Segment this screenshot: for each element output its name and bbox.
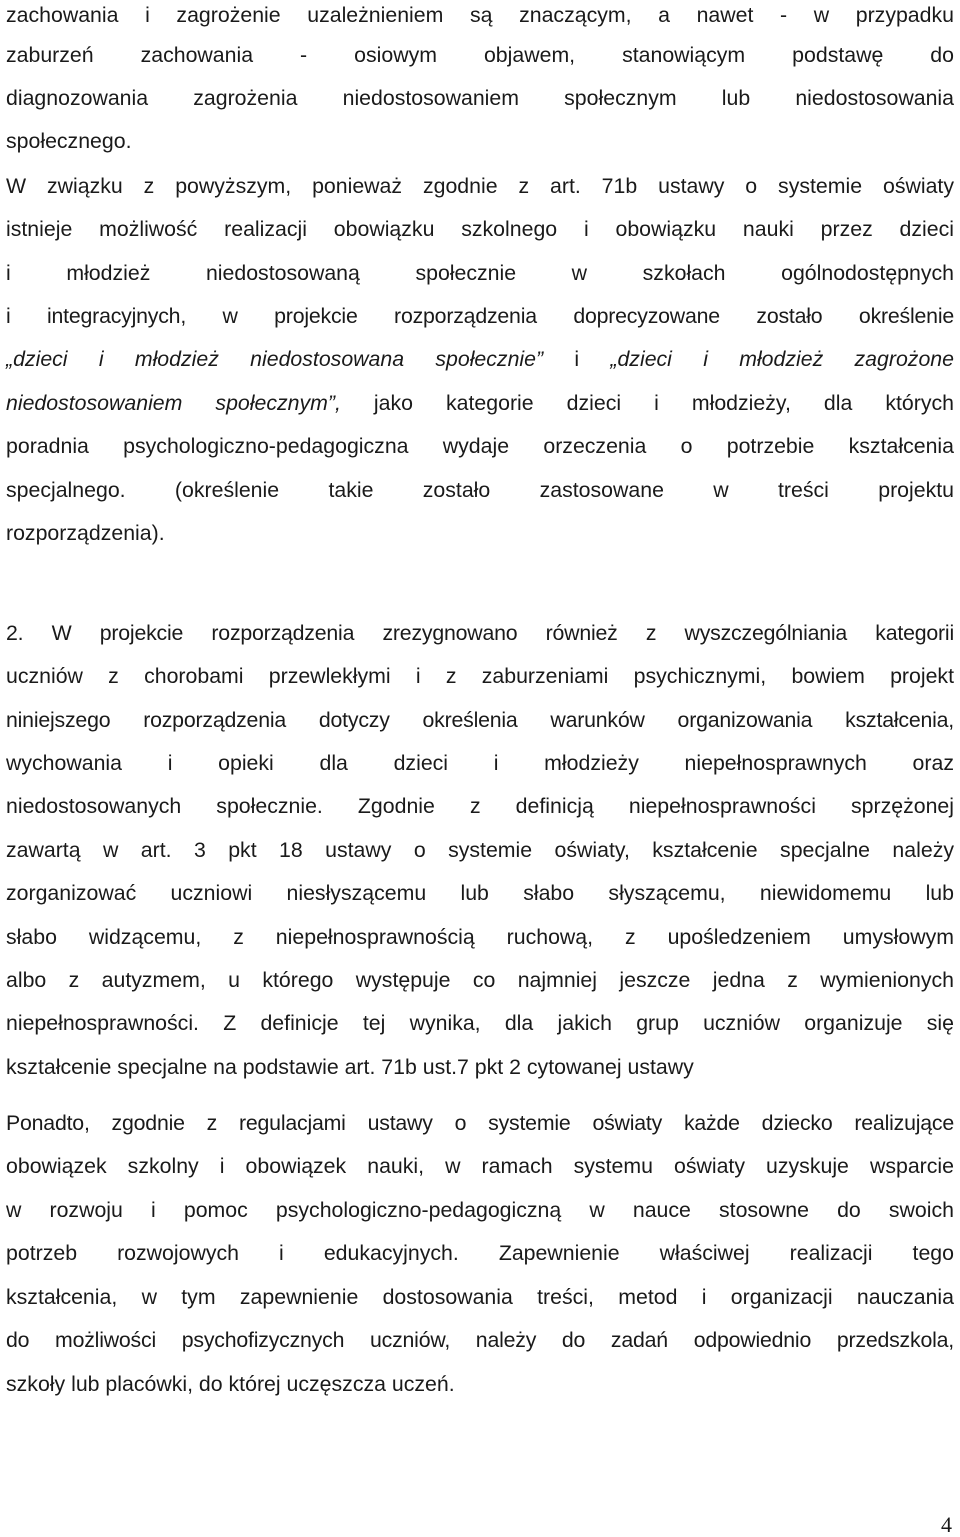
italic-term: „dzieci i młodzież zagrożone (610, 347, 954, 371)
text-line: poradnia psychologiczno-pedagogiczna wydaje orzeczenia o potrzebie kształcenia (6, 434, 954, 458)
text-span: jako kategorie dzieci i młodzieży, dla których (340, 391, 954, 415)
text-line: kształcenia, w tym zapewnienie dostosowania treści, metod i organizacji nauczania (6, 1285, 954, 1309)
text-line: istnieje możliwość realizacji obowiązku szkolnego i obowiązku nauki przez dzieci (6, 217, 954, 241)
text-line: niniejszego rozporządzenia dotyczy określenia warunków organizowania kształcenia, (6, 708, 954, 732)
italic-term: niedostosowaniem społecznym”, (6, 391, 341, 415)
text-line: zawartą w art. 3 pkt 18 ustawy o systemie oświaty, kształcenie specjalne należy (6, 838, 954, 862)
text-line: zachowania i zagrożenie uzależnieniem są znaczącym, a nawet - w przypadku (6, 3, 954, 27)
text-span: i (543, 347, 611, 371)
text-line: Ponadto, zgodnie z regulacjami ustawy o systemie oświaty każde dziecko realizujące (6, 1111, 954, 1135)
text-line: wychowania i opieki dla dzieci i młodzieży niepełnosprawnych oraz (6, 751, 954, 775)
text-line-mixed (6, 344, 954, 374)
text-line: specjalnego. (określenie takie zostało zastosowane w treści projektu (6, 478, 954, 502)
text-line: potrzeb rozwojowych i edukacyjnych. Zapewnienie właściwej realizacji tego (6, 1241, 954, 1265)
text-line: słabo widzącemu, z niepełnosprawnością ruchową, z upośledzeniem umysłowym (6, 925, 954, 949)
text-line: społecznego. (6, 129, 132, 153)
text-line: szkoły lub placówki, do której uczęszcza uczeń. (6, 1372, 455, 1396)
text-line: rozporządzenia). (6, 521, 165, 545)
text-line: zaburzeń zachowania - osiowym objawem, stanowiącym podstawę do (6, 43, 954, 67)
text-line-mixed (6, 388, 954, 418)
text-line: W związku z powyższym, ponieważ zgodnie z art. 71b ustawy o systemie oświaty (6, 174, 954, 198)
text-line: diagnozowania zagrożenia niedostosowaniem społecznym lub niedostosowania (6, 86, 954, 110)
page-number: 4 (941, 1512, 952, 1537)
text-line: 2. W projekcie rozporządzenia zrezygnowano również z wyszczególniania kategorii (6, 621, 954, 645)
text-line: zorganizować uczniowi niesłyszącemu lub słabo słyszącemu, niewidomemu lub (6, 881, 954, 905)
italic-term: „dzieci i młodzież niedostosowana społecznie” (6, 347, 544, 371)
text-line: niedostosowanych społecznie. Zgodnie z definicją niepełnosprawności sprzężonej (6, 794, 954, 818)
text-line: albo z autyzmem, u którego występuje co najmniej jeszcze jedna z wymienionych (6, 968, 954, 992)
text-line: kształcenie specjalne na podstawie art. 71b ust.7 pkt 2 cytowanej ustawy (6, 1055, 694, 1079)
text-line: do możliwości psychofizycznych uczniów, należy do zadań odpowiednio przedszkola, (6, 1328, 954, 1352)
text-line: w rozwoju i pomoc psychologiczno-pedagogiczną w nauce stosowne do swoich (6, 1198, 954, 1222)
text-line: uczniów z chorobami przewlekłymi i z zaburzeniami psychicznymi, bowiem projekt (6, 664, 954, 688)
text-line: i młodzież niedostosowaną społecznie w szkołach ogólnodostępnych (6, 261, 954, 285)
text-line: i integracyjnych, w projekcie rozporządzenia doprecyzowane zostało określenie (6, 304, 954, 328)
text-line: obowiązek szkolny i obowiązek nauki, w ramach systemu oświaty uzyskuje wsparcie (6, 1154, 954, 1178)
text-line: niepełnosprawności. Z definicje tej wynika, dla jakich grup uczniów organizuje się (6, 1011, 954, 1035)
